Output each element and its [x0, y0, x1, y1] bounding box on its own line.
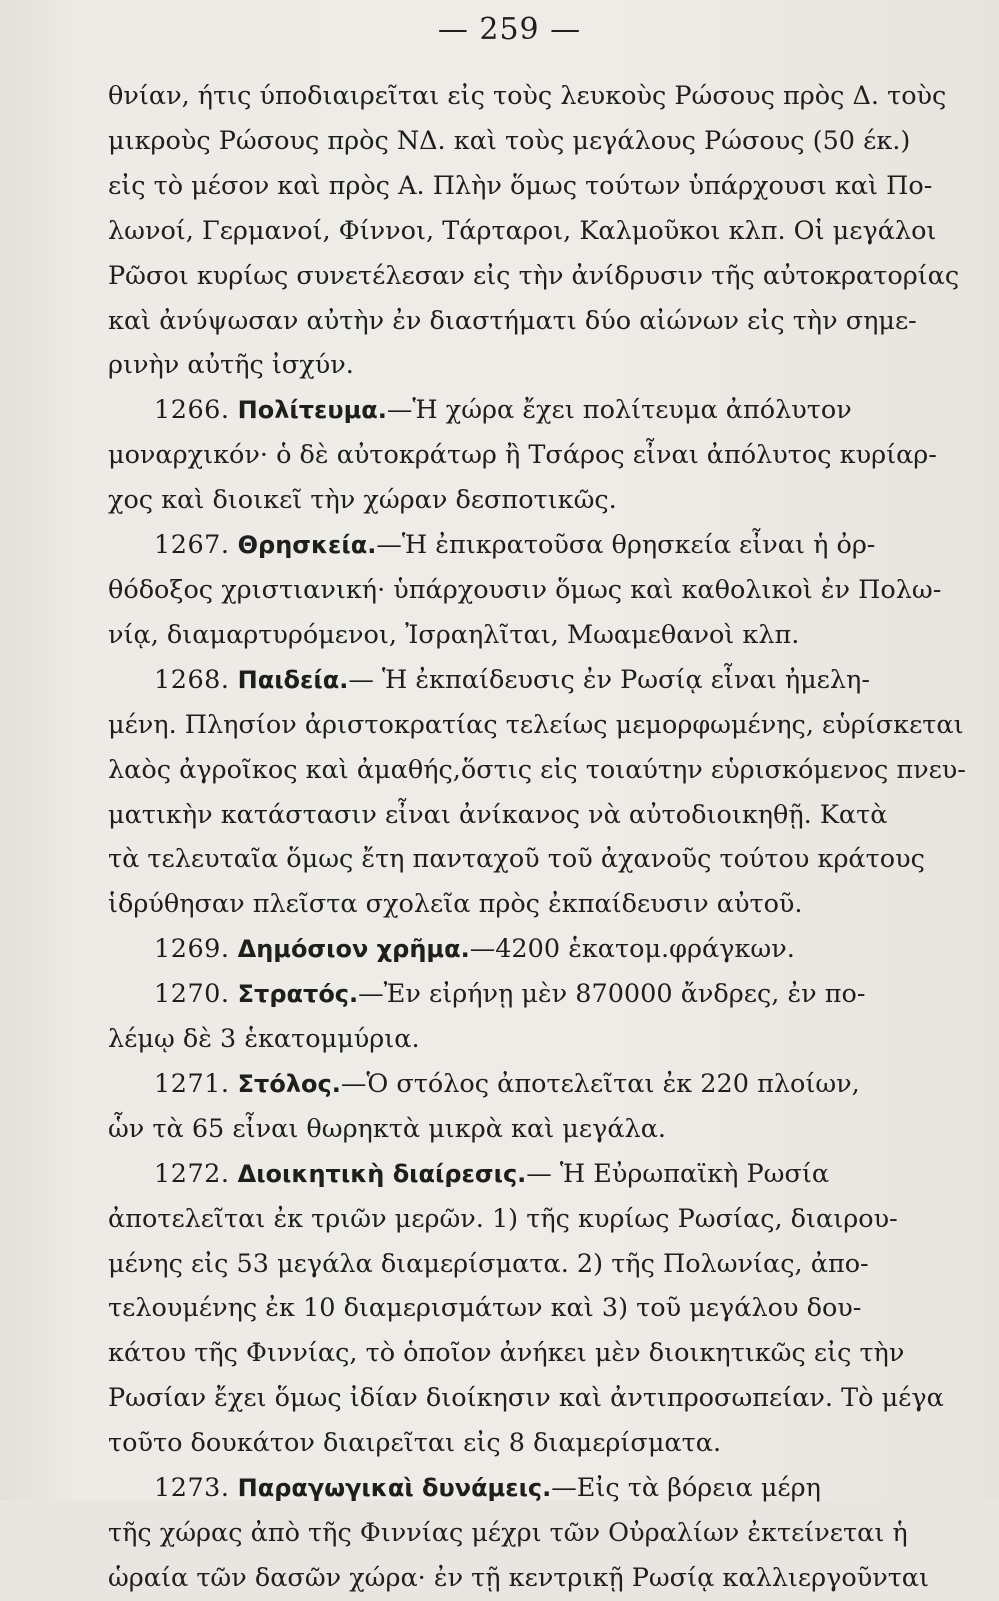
- section-1271: [108, 1062, 911, 1152]
- text-line: ἀποτελεῖται ἐκ τριῶν μερῶν. 1) τῆς κυρίως Ρωσίας, διαιρου-: [108, 1203, 898, 1234]
- section-number: 1270.: [154, 979, 230, 1010]
- text-line: ματικὴν κατάστασιν εἶναι ἀνίκανος νὰ αὐτοδιοικηθῇ. Κατὰ: [108, 799, 888, 830]
- section-heading: Πολίτευμα.: [237, 396, 387, 425]
- text-line: —4200 ἑκατομ.φράγκων.: [469, 934, 795, 965]
- section-1273: [108, 1466, 930, 1601]
- section-number: 1273.: [154, 1473, 230, 1504]
- text-line: — Ἡ Εὐρωπαϊκὴ Ρωσία: [526, 1158, 830, 1189]
- text-line: μικροὺς Ρώσους πρὸς ΝΔ. καὶ τοὺς μεγάλους Ρώσους (50 έκ.): [108, 125, 911, 156]
- text-line: τὰ τελευταῖα ὅμως ἔτη πανταχοῦ τοῦ ἀχανοῦς τούτου κράτους: [108, 844, 925, 875]
- text-line: —Εἰς τὰ βόρεια μέρη: [551, 1473, 821, 1504]
- text-line: θνίαν, ήτις ύποδιαιρεῖται εἰς τοὺς λευκοὺς Ρώσους πρὸς Δ. τοὺς: [108, 81, 947, 111]
- section-heading: Διοικητικὴ διαίρεσις.: [237, 1159, 527, 1188]
- section-first-line: [108, 388, 911, 433]
- section-first-line: [108, 1466, 911, 1511]
- section-number: 1267.: [154, 530, 230, 561]
- section-first-line: [108, 523, 911, 568]
- section-1269: [108, 927, 911, 972]
- text-line: νίᾳ, διαμαρτυρόμενοι, Ἰσραηλῖται, Μωαμεθανοὶ κλπ.: [108, 619, 800, 650]
- section-number: 1272.: [154, 1158, 230, 1189]
- section-first-line: [108, 1062, 911, 1107]
- text-line: Ρῶσοι κυρίως συνετέλεσαν εἰς τὴν ἀνίδρυσιν τῆς αὐτοκρατορίας: [108, 260, 960, 291]
- section-heading: Στόλος.: [237, 1069, 341, 1098]
- text-line: ἱδρύθησαν πλεῖστα σχολεῖα πρὸς ἐκπαίδευσιν αὐτοῦ.: [108, 889, 803, 920]
- page-text: [108, 74, 966, 1601]
- text-line: τοῦτο δουκάτον διαιρεῖται εἰς 8 διαμερίσματα.: [108, 1428, 722, 1459]
- text-line: κάτου τῆς Φιννίας, τὸ ὁποῖον ἀνήκει μὲν διοικητικῶς εἰς τὴν: [108, 1338, 905, 1369]
- text-line: λαὸς ἀγροῖκος καὶ ἀμαθής,ὅστις εἰς τοιαύτην εὑρισκόμενος πνευ-: [108, 754, 966, 785]
- text-line: —Ἡ ἐπικρατοῦσα θρησκεία εἶναι ἡ ὀρ-: [376, 530, 876, 561]
- section-1267: [108, 523, 942, 658]
- intro-paragraph: [108, 74, 960, 388]
- text-line: θόδοξος χριστιανική· ὑπάρχουσιν ὅμως καὶ καθολικοὶ ἐν Πολω-: [108, 574, 942, 605]
- section-first-line: [108, 658, 911, 703]
- text-line: μοναρχικόν· ὁ δὲ αὐτοκράτωρ ἢ Τσάρος εἶναι ἀπόλυτος κυρίαρ-: [108, 440, 937, 471]
- text-line: λέμῳ δὲ 3 ἑκατομμύρια.: [108, 1024, 420, 1055]
- text-line: λωνοί, Γερμανοί, Φίννοι, Τάρταροι, Καλμοῦκοι κλπ. Οἱ μεγάλοι: [108, 215, 937, 246]
- text-line: — Ἡ ἐκπαίδευσις ἐν Ρωσίᾳ εἶναι ἠμελη-: [348, 664, 870, 695]
- text-line: —Ἐν εἰρήνῃ μὲν 870000 ἄνδρες, ἐν πο-: [358, 979, 866, 1010]
- text-line: τῆς χώρας ἀπὸ τῆς Φιννίας μέχρι τῶν Οὐραλίων ἐκτείνεται ἡ: [108, 1518, 908, 1548]
- text-line: χος καὶ διοικεῖ τὴν χώραν δεσποτικῶς.: [108, 485, 617, 516]
- section-1266: [108, 388, 937, 523]
- section-number: 1271.: [154, 1068, 230, 1099]
- section-number: 1269.: [154, 934, 230, 965]
- section-heading: Δημόσιον χρῆμα.: [237, 935, 470, 964]
- section-first-line: [108, 1152, 911, 1197]
- section-first-line: [108, 972, 911, 1017]
- section-1268: [108, 658, 966, 927]
- section-heading: Παραγωγικαὶ δυνάμεις.: [237, 1474, 552, 1503]
- section-heading: Παιδεία.: [237, 665, 349, 694]
- section-first-line: [108, 927, 911, 972]
- text-line: μένης εἰς 53 μεγάλα διαμερίσματα. 2) τῆς Πολωνίας, ἀπο-: [108, 1248, 869, 1279]
- section-1270: [108, 972, 911, 1062]
- section-number: 1266.: [154, 395, 230, 426]
- text-line: τελουμένης ἐκ 10 διαμερισμάτων καὶ 3) τοῦ μεγάλου δου-: [108, 1293, 862, 1324]
- section-1272: [108, 1152, 944, 1466]
- text-line: Ρωσίαν ἔχει ὅμως ἰδίαν διοίκησιν καὶ ἀντιπροσωπείαν. Τὸ μέγα: [108, 1383, 944, 1414]
- text-line: μένη. Πλησίον ἀριστοκρατίας τελείως μεμορφωμένης, εὑρίσκεται: [108, 709, 964, 740]
- text-line: —Ὁ στόλος ἀποτελεῖται ἐκ 220 πλοίων,: [340, 1068, 860, 1099]
- section-heading: Στρατός.: [237, 980, 359, 1009]
- section-heading: Θρησκεία.: [237, 531, 377, 560]
- text-line: —Ἡ χώρα ἔχει πολίτευμα ἀπόλυτον: [386, 395, 852, 426]
- text-line: ὡραία τῶν δασῶν χώρα· ἐν τῇ κεντρικῇ Ρωσίᾳ καλλιεργοῦνται: [108, 1562, 930, 1593]
- section-number: 1268.: [154, 664, 230, 695]
- text-line: καὶ ἀνύψωσαν αὐτὴν ἐν διαστήματι δύο αἰώνων εἰς τὴν σημε-: [108, 305, 917, 336]
- page-number: — 259 —: [437, 12, 582, 47]
- text-line: ὧν τὰ 65 εἶναι θωρηκτὰ μικρὰ καὶ μεγάλα.: [108, 1113, 667, 1144]
- text-line: ρινὴν αὐτῆς ἰσχύν.: [108, 350, 354, 381]
- text-line: εἰς τὸ μέσον καὶ πρὸς Α. Πλὴν ὅμως τούτων ὑπάρχουσι καὶ Πο-: [108, 170, 933, 201]
